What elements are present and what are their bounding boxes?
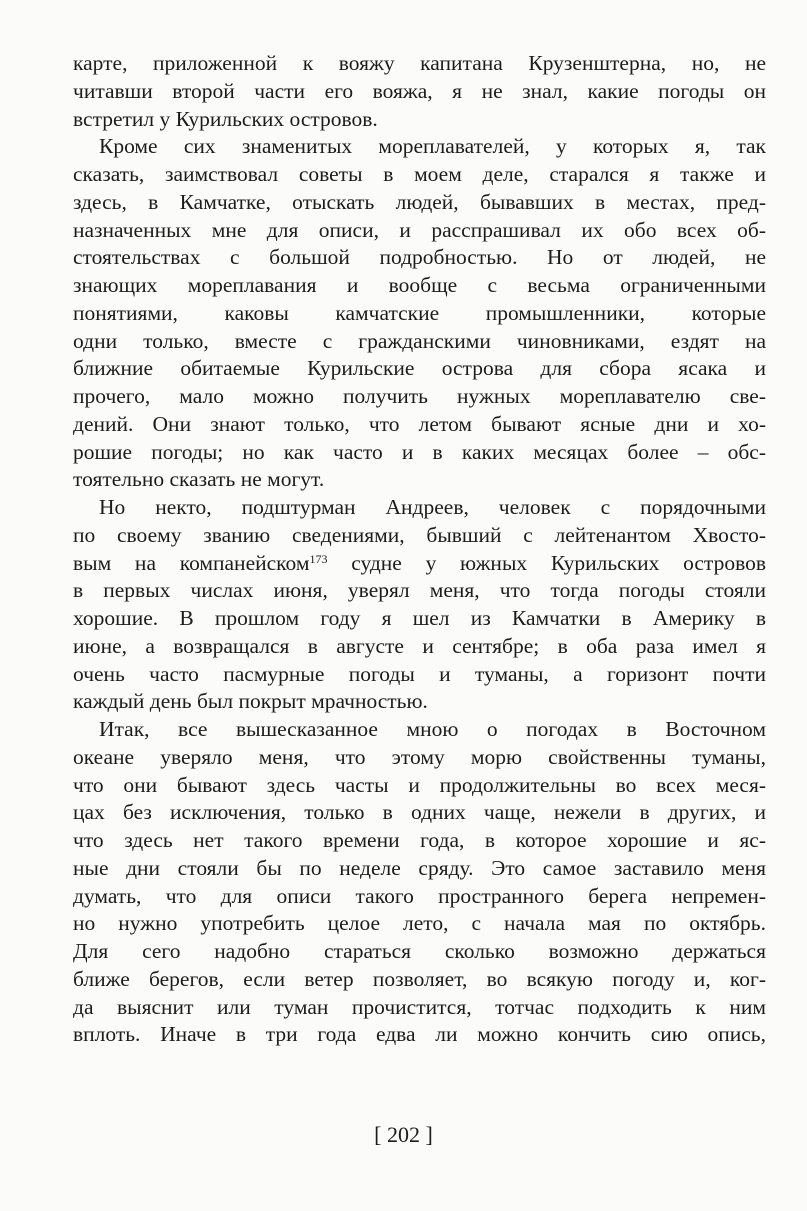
text-line-content: рошие погоды; но как часто и в каких месяцах более – обс- bbox=[73, 439, 766, 464]
text-line bbox=[73, 966, 766, 994]
text-line bbox=[73, 550, 766, 578]
text-line-content: ближе берегов, если ветер позволяет, во всякую погоду и, ког- bbox=[73, 966, 766, 991]
text-line bbox=[73, 189, 766, 217]
text-line bbox=[73, 827, 766, 855]
text-line-content: прочего, мало можно получить нужных мореплавателю све- bbox=[73, 384, 766, 408]
text-line bbox=[73, 605, 766, 633]
text-line-content: по своему званию сведениями, бывший с лейтенантом Хвосто- bbox=[73, 522, 766, 547]
text-line-content: да выяснит или туман прочистится, тотчас подходить к ним bbox=[73, 994, 766, 1019]
text-line bbox=[73, 439, 766, 467]
text-line-content: понятиями, каковы камчатские промышленники, которые bbox=[73, 300, 766, 325]
text-line bbox=[73, 910, 766, 938]
text-line bbox=[73, 522, 766, 550]
text-line bbox=[73, 883, 766, 911]
text-line bbox=[73, 50, 766, 78]
text-line bbox=[73, 716, 766, 744]
text-line-content: в первых числах июня, уверял меня, что тогда погоды стояли bbox=[73, 578, 766, 603]
text-line-content: встретил у Курильских островов. bbox=[73, 106, 378, 131]
text-line bbox=[73, 938, 766, 966]
text-line-content: дений. Они знают только, что летом бывают ясные дни и хо- bbox=[73, 411, 766, 436]
text-line bbox=[73, 300, 766, 328]
text-line bbox=[73, 78, 766, 106]
text-line bbox=[73, 411, 766, 439]
text-line-content: июне, а возвращался в августе и сентябре; в оба раза имел я bbox=[73, 633, 766, 658]
text-line bbox=[73, 577, 766, 605]
text-line-content: знающих мореплавания и вообще с весьма ограниченными bbox=[73, 273, 766, 297]
text-line-content: тоятельно сказать не могут. bbox=[73, 467, 325, 492]
text-line-content: но нужно употребить целое лето, с начала мая по октябрь. bbox=[73, 911, 766, 936]
text-line-content: океане уверяло меня, что этому морю свойственны туманы, bbox=[73, 744, 766, 769]
text-line bbox=[73, 799, 766, 827]
footnote-reference: 173 bbox=[309, 551, 328, 566]
text-line bbox=[73, 466, 766, 494]
text-line-content: Для сего надобно стараться сколько возможно держаться bbox=[73, 939, 766, 963]
text-line bbox=[73, 772, 766, 800]
text-line bbox=[73, 855, 766, 883]
text-line-content: ближние обитаемые Курильские острова для сбора ясака и bbox=[73, 356, 766, 381]
page-body-text bbox=[73, 50, 766, 1049]
text-line bbox=[73, 244, 766, 272]
text-line-content: очень часто пасмурные погоды и туманы, а горизонт почти bbox=[73, 661, 766, 686]
text-line-content: сказать, заимствовал советы в моем деле, старался я также и bbox=[73, 162, 766, 186]
text-line-content: думать, что для описи такого пространного берега непремен- bbox=[73, 883, 766, 908]
text-line bbox=[73, 328, 766, 356]
text-line-content: хорошие. В прошлом году я шел из Камчатки в Америку в bbox=[73, 606, 766, 630]
text-line bbox=[73, 161, 766, 189]
text-line-content: назначенных мне для описи, и расспрашивал их обо всех об- bbox=[73, 217, 766, 242]
text-line-content: что они бывают здесь часты и продолжительны во всех меся- bbox=[73, 772, 766, 797]
text-line-content: судне у южных Курильских островов bbox=[327, 550, 766, 575]
text-line-content: каждый день был покрыт мрачностью. bbox=[73, 689, 428, 714]
text-line-content: карте, приложенной к вояжу капитана Крузенштерна, но, не bbox=[73, 51, 766, 75]
text-line bbox=[73, 994, 766, 1022]
text-line bbox=[73, 355, 766, 383]
page-number: [ 202 ] bbox=[374, 1122, 433, 1147]
text-line bbox=[73, 661, 766, 689]
text-line bbox=[73, 383, 766, 411]
text-line-content: Но некто, подштурман Андреев, человек с порядочными bbox=[99, 495, 766, 519]
text-line-content: читавши второй части его вояжа, я не знал, какие погоды он bbox=[73, 78, 766, 103]
text-line-content: Итак, все вышесказанное мною о погодах в Восточном bbox=[99, 717, 766, 741]
text-line-content: вплоть. Иначе в три года едва ли можно кончить сию опись, bbox=[73, 1022, 766, 1047]
text-line bbox=[73, 217, 766, 245]
text-line-content: что здесь нет такого времени года, в которое хорошие и яс- bbox=[73, 828, 766, 852]
text-line bbox=[73, 633, 766, 661]
text-line bbox=[73, 272, 766, 300]
text-line-content: цах без исключения, только в одних чаще, нежели в других, и bbox=[73, 800, 766, 825]
text-line-content: стоятельствах с большой подробностью. Но от людей, не bbox=[73, 245, 766, 270]
text-line-content: здесь, в Камчатке, отыскать людей, бывавших в местах, пред- bbox=[73, 189, 766, 214]
text-line bbox=[73, 133, 766, 161]
text-line-content: одни только, вместе с гражданскими чиновниками, ездят на bbox=[73, 328, 766, 353]
text-line bbox=[73, 106, 766, 134]
text-line bbox=[73, 688, 766, 716]
text-line-content: вым на компанейском bbox=[73, 550, 310, 575]
text-line-content: Кроме сих знаменитых мореплавателей, у которых я, так bbox=[99, 134, 766, 159]
text-line bbox=[73, 744, 766, 772]
text-line bbox=[73, 1021, 766, 1049]
text-line bbox=[73, 494, 766, 522]
text-line-content: ные дни стояли бы по неделе сряду. Это самое заставило меня bbox=[73, 855, 766, 880]
